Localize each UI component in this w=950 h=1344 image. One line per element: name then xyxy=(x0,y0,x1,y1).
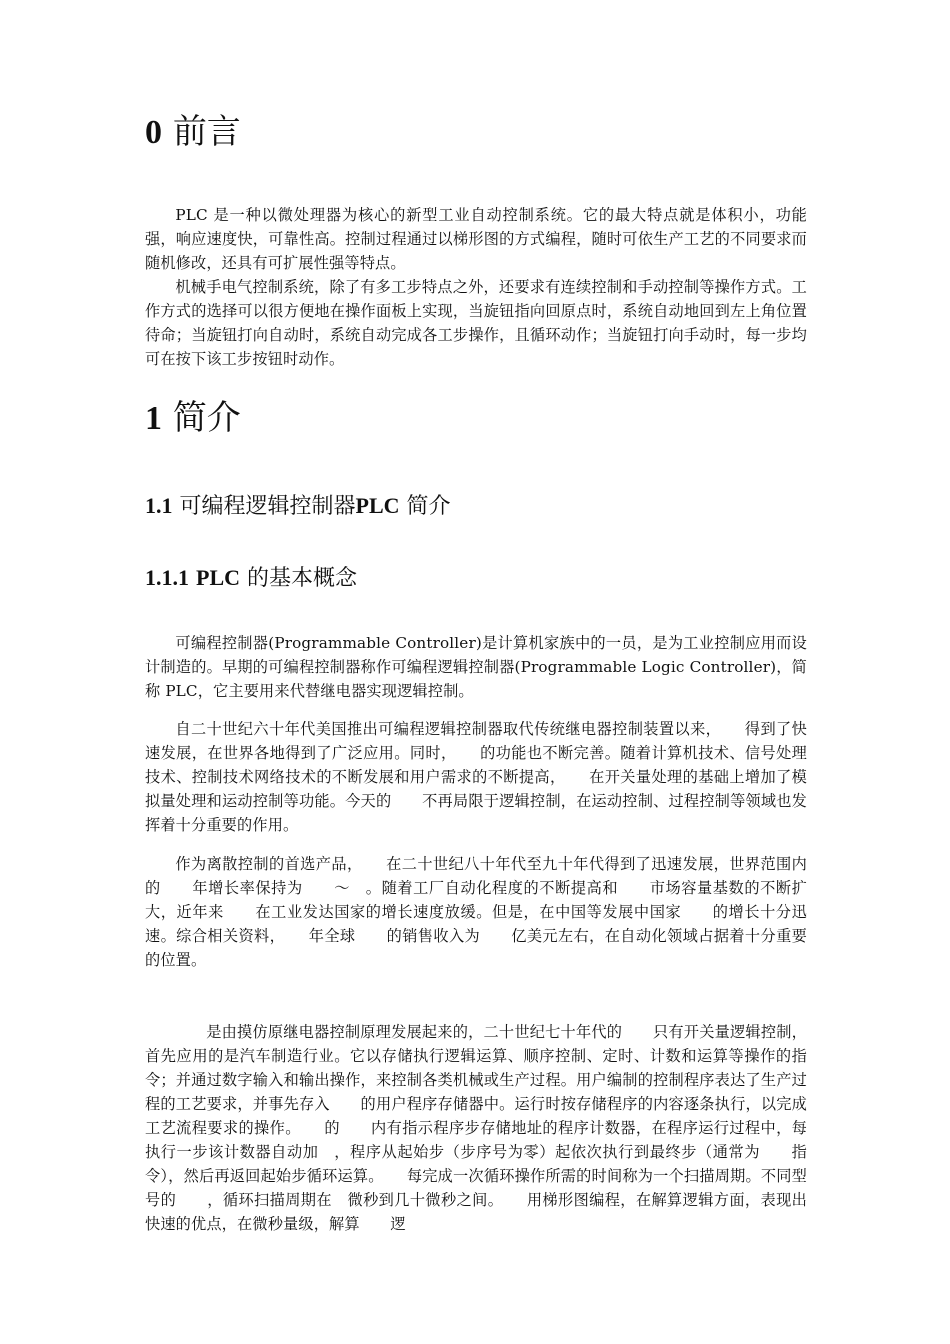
subsubsection-title-acronym: PLC xyxy=(196,565,240,590)
section-title: 简介 xyxy=(172,398,241,438)
subsubsection-title-part: 的基本概念 xyxy=(247,566,358,591)
section-heading-preface xyxy=(145,112,241,153)
subsection-title-part: 简介 xyxy=(406,494,451,519)
subsubsection-number: 1.1.1 xyxy=(145,565,189,590)
paragraph-plc-history: 自二十世纪六十年代美国推出可编程逻辑控制器取代传统继电器控制装置以来， 得到了快速发展，在世界各地得到了广泛应用。同时， 的功能也不断完善。随着计算机技术、信号处理技术、控制技术网络技术的不断发展和用户需求的不断提高， 在开关量处理的基础上增加了模拟量处理和运动控制等功能。今天的 不再局限于逻辑控制，在运动控制、过程控制等领域也发挥着十分重要的作用。 xyxy=(145,720,807,834)
paragraph-manipulator-control: 机械手电气控制系统，除了有多工步特点之外，还要求有连续控制和手动控制等操作方式。工作方式的选择可以很方便地在操作面板上实现，当旋钮指向回原点时，系统自动地回到左上角位置待命；当旋钮打向自动时，系统自动完成各工步操作，且循环动作；当旋钮打向手动时，每一步均可在按下该工步按钮时动作。 xyxy=(145,278,807,368)
subsection-number: 1.1 xyxy=(145,493,173,518)
subsubsection-heading-plc-concept xyxy=(145,563,357,594)
section-number: 1 xyxy=(145,400,162,437)
subsection-title-acronym: PLC xyxy=(355,493,400,518)
section-number: 0 xyxy=(145,114,162,151)
paragraph-plc-definition: 可编程控制器(Programmable Controller)是计算机家族中的一员，是为工业控制应用而设计制造的。早期的可编程控制器称作可编程逻辑控制器(Programmable Logic Controller)，简称 PLC，它主要用来代替继电器实现逻辑控制。 xyxy=(145,634,807,700)
section-heading-intro xyxy=(145,398,241,439)
section-title: 前言 xyxy=(172,112,241,152)
paragraph-plc-overview: PLC 是一种以微处理器为核心的新型工业自动控制系统。它的最大特点就是体积小，功能强，响应速度快，可靠性高。控制过程通过以梯形图的方式编程，随时可依生产工艺的不同要求而随机修改，还具有可扩展性强等特点。 xyxy=(145,206,807,272)
paragraph-plc-principle: 是由摸仿原继电器控制原理发展起来的，二十世纪七十年代的 只有开关量逻辑控制，首先应用的是汽车制造行业。它以存储执行逻辑运算、顺序控制、定时、计数和运算等操作的指令；并通过数字输入和输出操作，来控制各类机械或生产过程。用户编制的控制程序表达了生产过程的工艺要求，并事先存入 的用户程序存储器中。运行时按存储程序的内容逐条执行，以完成工艺流程要求的操作。 的 内有指示程序步存储地址的程序计数器，在程序运行过程中，每执行一步该计数器自动加 ，程序从起始步（步序号为零）起依次执行到最终步（通常为 指令），然后再返回起始步循环运算。 每完成一次循环操作所需的时间称为一个扫描周期。不同型号的 ，循环扫描周期在 微秒到几十微秒之间。 用梯形图编程，在解算逻辑方面，表现出快速的优点，在微秒量级，解算 逻 xyxy=(145,1023,807,1233)
paragraph-plc-market: 作为离散控制的首选产品， 在二十世纪八十年代至九十年代得到了迅速发展，世界范围内的 年增长率保持为 ～ 。随着工厂自动化程度的不断提高和 市场容量基数的不断扩大，近年来 在工业发达国家的增长速度放缓。但是，在中国等发展中国家 的增长十分迅速。综合相关资料， 年全球 的销售收入为 亿美元左右，在自动化领域占据着十分重要的位置。 xyxy=(145,855,807,969)
subsection-heading-plc-intro xyxy=(145,491,451,522)
subsection-title-part: 可编程逻辑控制器 xyxy=(179,494,356,519)
